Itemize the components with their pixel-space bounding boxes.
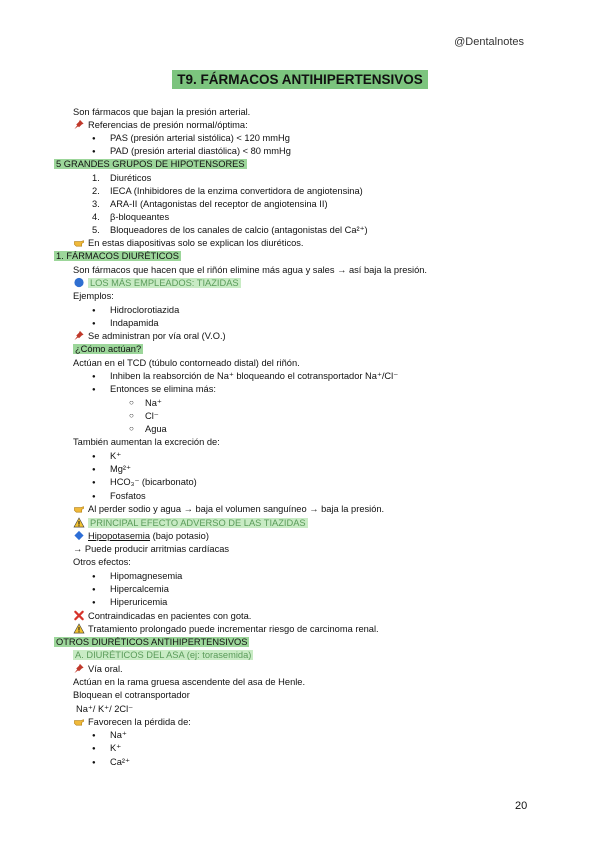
text-line — [73, 330, 226, 342]
bullet-item — [110, 583, 169, 595]
page-title-wrap — [0, 70, 600, 89]
text-line — [73, 357, 300, 369]
line-text: ARA-II (Antagonistas del receptor de angiotensina II) — [110, 199, 328, 209]
line-text: → Puede producir arritmias cardíacas — [73, 544, 230, 554]
line-text: Agua — [145, 424, 167, 434]
line-text: Hipercalcemia — [110, 584, 169, 594]
line-text: Fosfatos — [110, 491, 146, 501]
bullet-item — [110, 383, 216, 395]
line-text: Hiperuricemia — [110, 597, 168, 607]
line-text: Tratamiento prolongado puede incrementar riesgo de carcinoma renal. — [88, 624, 379, 634]
text-line — [73, 119, 248, 131]
line-text: En estas diapositivas solo se explican los diuréticos. — [88, 238, 304, 248]
item-number: 4. — [92, 212, 100, 222]
text-line — [73, 237, 304, 249]
text-line — [73, 610, 251, 622]
line-text: Entonces se elimina más: — [110, 384, 216, 394]
line-text: Son fármacos que bajan la presión arterial. — [73, 107, 251, 117]
cross-icon — [73, 611, 88, 621]
line-text: Hipopotasemia — [88, 531, 151, 541]
item-number: 5. — [92, 225, 100, 235]
item-number: 2. — [92, 186, 100, 196]
line-text: Hipomagnesemia — [110, 571, 183, 581]
line-text: Vía oral. — [88, 664, 123, 674]
text-line — [73, 663, 123, 675]
section-heading — [73, 343, 143, 355]
diamond-icon — [73, 531, 88, 541]
numbered-item — [92, 172, 152, 184]
line-text: Ejemplos: — [73, 291, 114, 301]
line-text: A. DIURÉTICOS DEL ASA (ej: torasemida) — [75, 650, 252, 660]
line-text: K⁺ — [110, 451, 122, 461]
bullet-item — [110, 729, 127, 741]
text-line — [73, 106, 250, 118]
text-line — [73, 530, 209, 542]
text-line — [73, 503, 384, 515]
bullet-item — [110, 463, 131, 475]
text-line — [73, 543, 229, 555]
bullet-item — [110, 145, 291, 157]
line-text: K⁺ — [110, 743, 122, 753]
bullet-item — [110, 132, 290, 144]
line-text: Indapamida — [110, 318, 159, 328]
hand-icon — [73, 717, 88, 727]
hand-icon — [73, 504, 88, 514]
line-text: Referencias de presión normal/óptima: — [88, 120, 248, 130]
sub-bullet-item — [145, 397, 162, 409]
text-line — [73, 290, 114, 302]
line-text: PAS (presión arterial sistólica) < 120 mmHg — [110, 133, 290, 143]
numbered-item — [92, 185, 363, 197]
blue-circle-icon — [73, 278, 88, 288]
subsection-heading — [73, 649, 253, 661]
line-text: Se administran por vía oral (V.O.) — [88, 331, 226, 341]
line-text: PAD (presión arterial diastólica) < 80 mmHg — [110, 146, 291, 156]
warning-icon — [73, 518, 88, 528]
line-text: 5 GRANDES GRUPOS DE HIPOTENSORES — [56, 159, 245, 169]
bullet-item — [110, 450, 121, 462]
bullet-item — [110, 596, 167, 608]
line-text: Ca²⁺ — [110, 757, 130, 767]
line-text: ¿Cómo actúan? — [75, 344, 142, 354]
line-text: Hidroclorotiazida — [110, 305, 180, 315]
line-text: También aumentan la excreción de: — [73, 437, 220, 447]
numbered-item — [92, 211, 170, 223]
text-line — [73, 716, 191, 728]
line-text: LOS MÁS EMPLEADOS: TIAZIDAS — [90, 278, 239, 288]
line-text-extra: (bajo potasio) — [150, 531, 209, 541]
line-text: Son fármacos que hacen que el riñón elimine más agua y sales → así baja la presión. — [73, 265, 427, 275]
text-line — [73, 689, 190, 701]
line-text: Mg²⁺ — [110, 464, 131, 474]
pin-icon — [73, 120, 88, 130]
page-number: 20 — [515, 800, 528, 812]
line-text: Actúan en el TCD (túbulo contorneado distal) del riñón. — [73, 358, 300, 368]
item-number: 3. — [92, 199, 100, 209]
line-text: Favorecen la pérdida de: — [88, 717, 191, 727]
bullet-item — [110, 756, 130, 768]
line-text: OTROS DIURÉTICOS ANTIHIPERTENSIVOS — [56, 637, 248, 647]
line-text: Actúan en la rama gruesa ascendente del asa de Henle. — [73, 677, 306, 687]
text-line — [73, 623, 379, 635]
subsection-heading — [73, 277, 241, 289]
line-text: Bloquean el cotransportador — [73, 690, 190, 700]
bullet-item — [110, 742, 121, 754]
line-text: Contraindicadas en pacientes con gota. — [88, 611, 252, 621]
line-text: Inhiben la reabsorción de Na⁺ bloqueando el cotransportador Na⁺/Cl⁻ — [110, 371, 399, 381]
line-text: Na⁺ — [145, 398, 162, 408]
watermark: @Dentalnotes — [454, 36, 524, 48]
text-line — [76, 703, 133, 715]
line-text: β-bloqueantes — [110, 212, 170, 222]
line-text: Na⁺/ K⁺/ 2Cl⁻ — [76, 704, 134, 714]
hand-icon — [73, 238, 88, 248]
text-line — [73, 556, 131, 568]
line-text: 1. FÁRMACOS DIURÉTICOS — [56, 251, 179, 261]
line-text: Cl⁻ — [145, 411, 159, 421]
line-text: Bloqueadores de los canales de calcio (antagonistas del Ca²⁺) — [110, 225, 368, 235]
section-heading — [54, 250, 181, 262]
line-text: Diuréticos — [110, 173, 152, 183]
line-text: Otros efectos: — [73, 557, 131, 567]
bullet-item — [110, 490, 146, 502]
line-text: PRINCIPAL EFECTO ADVERSO DE LAS TIAZIDAS — [90, 518, 306, 528]
line-text: Na⁺ — [110, 730, 127, 740]
pin-icon — [73, 331, 88, 341]
bullet-item — [110, 317, 159, 329]
text-line — [73, 676, 305, 688]
text-line — [73, 264, 427, 276]
bullet-item — [110, 370, 398, 382]
text-line — [73, 436, 220, 448]
bullet-item — [110, 476, 197, 488]
bullet-item — [110, 304, 179, 316]
warning-icon — [73, 624, 88, 634]
line-text: IECA (Inhibidores de la enzima convertidora de angiotensina) — [110, 186, 363, 196]
line-text: HCO₃⁻ (bicarbonato) — [110, 477, 197, 487]
bullet-item — [110, 570, 182, 582]
page-title: T9. FÁRMACOS ANTIHIPERTENSIVOS — [172, 70, 428, 89]
sub-bullet-item — [145, 410, 159, 422]
subsection-heading — [73, 517, 308, 529]
section-heading — [54, 636, 249, 648]
section-heading — [54, 158, 247, 170]
pin-icon — [73, 664, 88, 674]
line-text: Al perder sodio y agua → baja el volumen sanguíneo → baja la presión. — [88, 504, 385, 514]
item-number: 1. — [92, 173, 100, 183]
sub-bullet-item — [145, 423, 167, 435]
numbered-item — [92, 198, 328, 210]
numbered-item — [92, 224, 368, 236]
